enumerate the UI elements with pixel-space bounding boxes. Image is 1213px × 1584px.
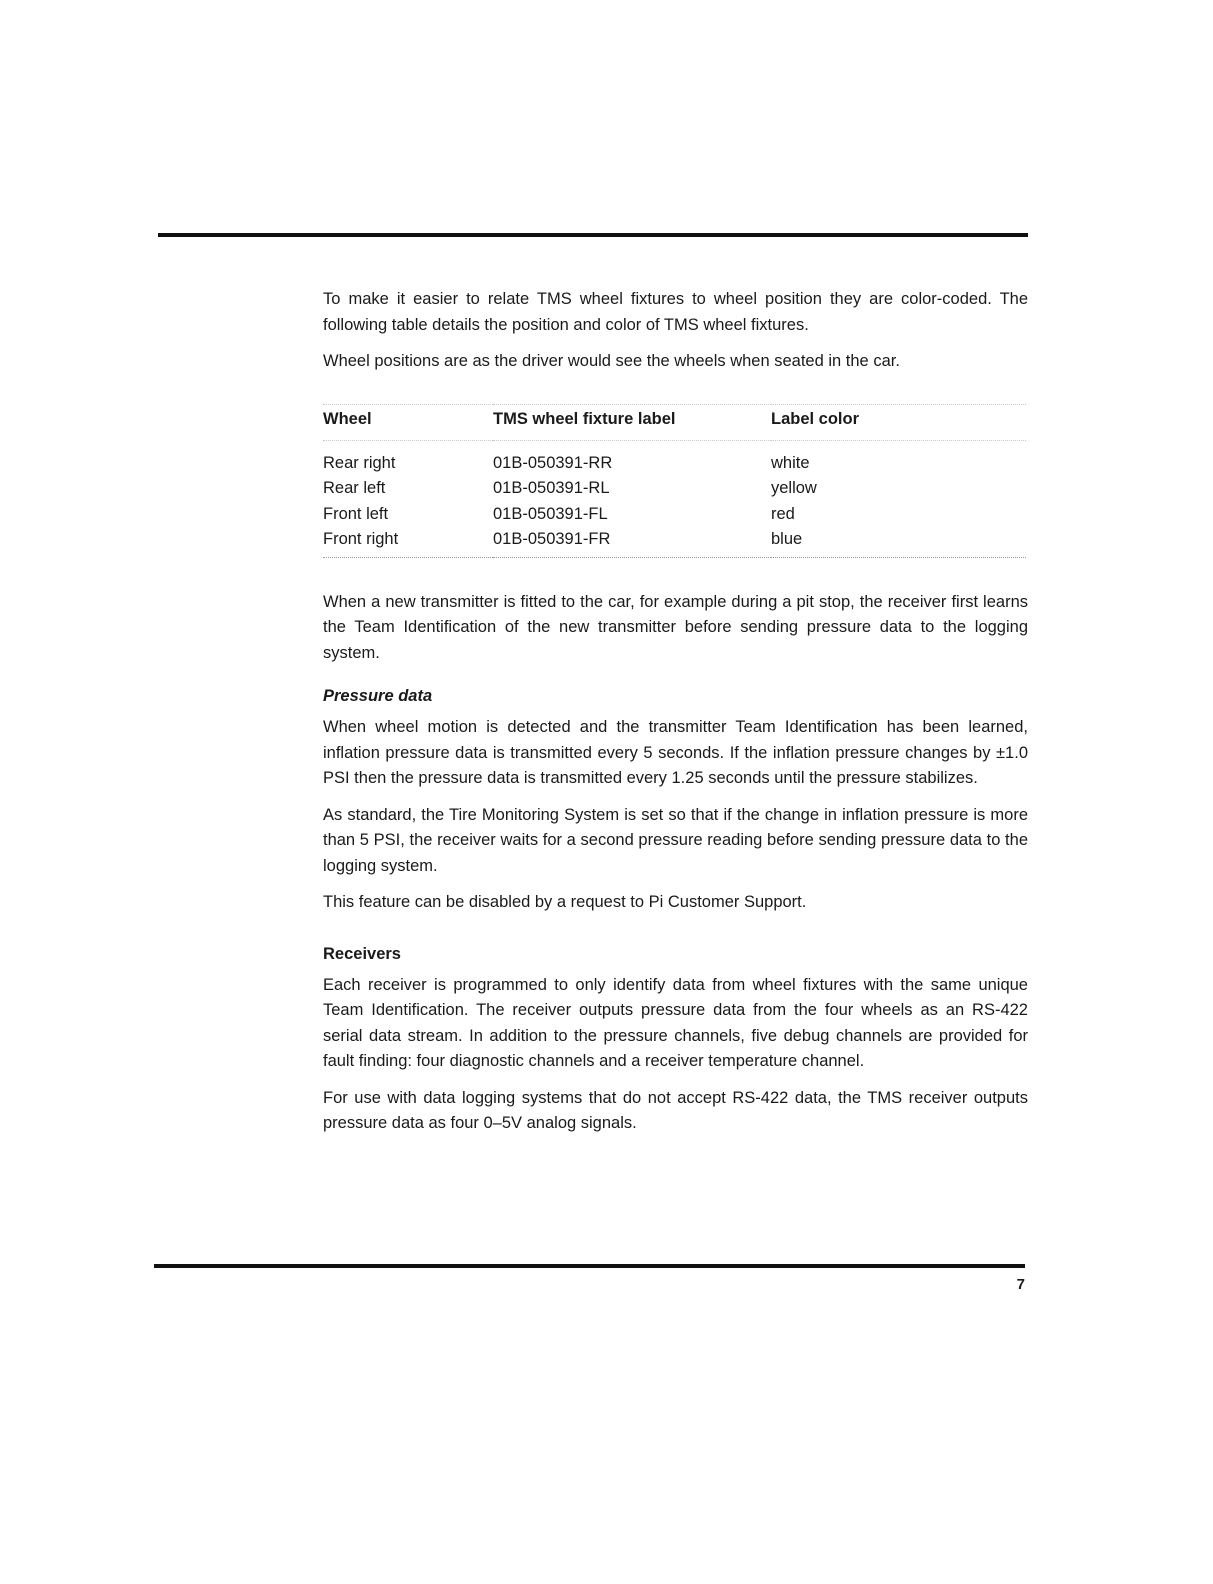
table-header-row [323, 404, 1026, 440]
new-transmitter-paragraph: When a new transmitter is fitted to the car, for example during a pit stop, the receiver first learns the Team Identification of the new transmitter before sending pressure data to the logging system. [323, 592, 1028, 662]
cell-wheel: Front right [323, 527, 493, 557]
header-fixture-label: TMS wheel fixture label [493, 404, 771, 440]
receivers-paragraph: Each receiver is programmed to only identify data from wheel fixtures with the same unique Team Identification. The receiver outputs pressure data from the four wheels as an RS-422 serial data stream. In addition to the pressure channels, five debug channels are provided for fault finding: four diagnostic channels and a receiver temperature channel. [323, 975, 1028, 1070]
table-row [323, 440, 1026, 476]
cell-fixture-label: 01B-050391-FR [493, 527, 771, 557]
footer-rule [154, 1264, 1025, 1268]
wheel-fixture-table [323, 404, 1026, 558]
receivers-heading: Receivers [323, 944, 401, 963]
page-content [323, 287, 1028, 1137]
cell-fixture-label: 01B-050391-RL [493, 479, 610, 497]
cell-fixture-label: 01B-050391-FL [493, 504, 608, 523]
pressure-paragraph: This feature can be disabled by a request to Pi Customer Support. [323, 893, 807, 911]
table-row [323, 527, 1026, 557]
pressure-paragraph: When wheel motion is detected and the transmitter Team Identification has been learned, inflation pressure data is transmitted every 5 seconds. If the inflation pressure changes by ±1.0 PSI then the pressure data is transmitted every 1.25 seconds until the pressure stabilizes. [323, 718, 1028, 787]
cell-label-color: yellow [771, 479, 817, 497]
intro-paragraph: To make it easier to relate TMS wheel fixtures to wheel position they are color-coded. The following table details the position and color of TMS wheel fixtures. [323, 290, 1028, 334]
positions-paragraph: Wheel positions are as the driver would see the wheels when seated in the car. [323, 352, 900, 370]
cell-wheel: Rear right [323, 453, 396, 472]
cell-label-color: blue [771, 527, 1026, 557]
header-rule [158, 233, 1028, 237]
header-label-color: Label color [771, 404, 1026, 440]
pressure-data-heading: Pressure data [323, 687, 433, 705]
cell-wheel: Rear left [323, 479, 386, 497]
cell-label-color: red [771, 504, 795, 523]
header-wheel: Wheel [323, 404, 493, 440]
cell-wheel: Front left [323, 504, 389, 523]
table-row [323, 476, 1026, 502]
cell-label-color: white [771, 453, 810, 472]
pressure-paragraph: As standard, the Tire Monitoring System is set so that if the change in inflation pressure is more than 5 PSI, the receiver waits for a second pressure reading before sending pressure data to the logging system. [323, 805, 1028, 875]
receivers-paragraph: For use with data logging systems that do not accept RS-422 data, the TMS receiver outputs pressure data as four 0–5V analog signals. [323, 1088, 1028, 1132]
page-number: 7 [1016, 1276, 1025, 1293]
table-row [323, 502, 1026, 528]
cell-fixture-label: 01B-050391-RR [493, 453, 613, 472]
